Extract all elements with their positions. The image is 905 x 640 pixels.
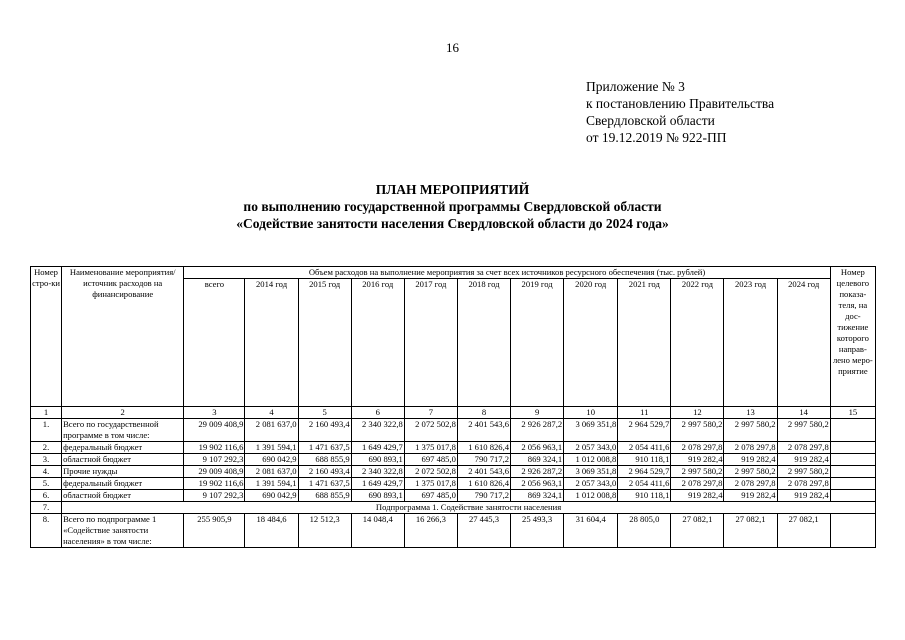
column-number: 12 [671, 407, 724, 419]
table-row [31, 466, 876, 478]
row-value: 18 484,6 [245, 514, 298, 548]
header-col-10: 2023 год [724, 279, 777, 407]
row-value: 28 805,0 [618, 514, 671, 548]
table-row [31, 478, 876, 490]
row-value: 1 375 017,8 [404, 442, 457, 454]
row-value: 2 926 287,2 [511, 466, 564, 478]
row-value: 9 107 292,3 [184, 454, 245, 466]
row-target [830, 419, 875, 442]
header-row-no: Номер стро-ки [31, 267, 62, 407]
row-value: 2 997 580,2 [777, 466, 830, 478]
row-value: 27 445,3 [457, 514, 510, 548]
row-value: 690 893,1 [351, 490, 404, 502]
row-number: 2. [31, 442, 62, 454]
row-value: 2 926 287,2 [511, 419, 564, 442]
appendix-line-2: к постановлению Правительства [586, 96, 775, 111]
row-value: 2 078 297,8 [671, 478, 724, 490]
row-value: 919 282,4 [777, 490, 830, 502]
row-value: 869 324,1 [511, 454, 564, 466]
header-expenses: Объем расходов на выполнение мероприятия за счет всех источников ресурсного обеспечения (тыс. рублей) [184, 267, 830, 279]
row-value: 2 078 297,8 [724, 442, 777, 454]
row-value: 688 855,9 [298, 454, 351, 466]
row-value: 1 610 826,4 [457, 478, 510, 490]
title-line-1: ПЛАН МЕРОПРИЯТИЙ [375, 182, 530, 197]
row-value: 869 324,1 [511, 490, 564, 502]
row-value: 27 082,1 [671, 514, 724, 548]
row-value: 1 012 008,8 [564, 454, 618, 466]
row-value: 2 054 411,6 [618, 478, 671, 490]
row-value: 910 118,1 [618, 490, 671, 502]
row-value: 2 078 297,8 [777, 478, 830, 490]
header-target: Номер целевого показа-теля, на дос-тижение которого направ-лено меро-приятие [830, 267, 875, 407]
row-value: 2 401 543,6 [457, 419, 510, 442]
appendix-line-4: от 19.12.2019 № 922-ПП [586, 130, 727, 145]
column-number: 14 [777, 407, 830, 419]
header-col-2: 2015 год [298, 279, 351, 407]
row-value: 2 997 580,2 [777, 419, 830, 442]
row-value: 697 485,0 [404, 490, 457, 502]
column-number: 1 [31, 407, 62, 419]
row-value: 790 717,2 [457, 454, 510, 466]
row-number: 6. [31, 490, 62, 502]
header-col-8: 2021 год [618, 279, 671, 407]
title-line-2: по выполнению государственной программы Свердловской области [243, 199, 662, 214]
row-value: 690 893,1 [351, 454, 404, 466]
row-target [830, 442, 875, 454]
row-value: 919 282,4 [724, 454, 777, 466]
row-name: федеральный бюджет [62, 478, 184, 490]
row-value: 690 042,9 [245, 490, 298, 502]
row-value: 2 081 637,0 [245, 466, 298, 478]
column-number: 10 [564, 407, 618, 419]
row-name: областной бюджет [62, 490, 184, 502]
row-value: 1 649 429,7 [351, 442, 404, 454]
row-value: 3 069 351,8 [564, 466, 618, 478]
row-value: 919 282,4 [671, 454, 724, 466]
row-number: 3. [31, 454, 62, 466]
header-col-6: 2019 год [511, 279, 564, 407]
row-value: 1 012 008,8 [564, 490, 618, 502]
row-value: 2 072 502,8 [404, 466, 457, 478]
row-value: 29 009 408,9 [184, 419, 245, 442]
row-value: 919 282,4 [671, 490, 724, 502]
table-row [31, 454, 876, 466]
column-number: 11 [618, 407, 671, 419]
row-target [830, 514, 875, 548]
row-value: 19 902 116,6 [184, 478, 245, 490]
row-value: 2 160 493,4 [298, 419, 351, 442]
row-target [830, 454, 875, 466]
row-value: 19 902 116,6 [184, 442, 245, 454]
row-value: 1 391 594,1 [245, 442, 298, 454]
row-value: 697 485,0 [404, 454, 457, 466]
row-value: 919 282,4 [777, 454, 830, 466]
row-value: 1 375 017,8 [404, 478, 457, 490]
row-name: Прочие нужды [62, 466, 184, 478]
row-number: 8. [31, 514, 62, 548]
row-value: 2 340 322,8 [351, 466, 404, 478]
row-value: 1 649 429,7 [351, 478, 404, 490]
row-value: 2 078 297,8 [724, 478, 777, 490]
row-value: 31 604,4 [564, 514, 618, 548]
row-value: 2 997 580,2 [671, 419, 724, 442]
document-title [0, 181, 905, 232]
column-number: 2 [62, 407, 184, 419]
row-value: 2 078 297,8 [777, 442, 830, 454]
table-row [31, 442, 876, 454]
column-number: 3 [184, 407, 245, 419]
row-value: 2 401 543,6 [457, 466, 510, 478]
column-number: 13 [724, 407, 777, 419]
table-row [31, 419, 876, 442]
header-col-1: 2014 год [245, 279, 298, 407]
row-value: 1 471 637,5 [298, 478, 351, 490]
header-col-7: 2020 год [564, 279, 618, 407]
row-value: 1 471 637,5 [298, 442, 351, 454]
row-value: 2 964 529,7 [618, 419, 671, 442]
row-target [830, 466, 875, 478]
plan-table [30, 266, 876, 548]
column-number: 9 [511, 407, 564, 419]
row-value: 2 964 529,7 [618, 466, 671, 478]
row-value: 29 009 408,9 [184, 466, 245, 478]
row-number: 7. [31, 502, 62, 514]
header-row-1 [31, 267, 876, 279]
appendix-block [586, 78, 774, 146]
row-value: 2 057 343,0 [564, 478, 618, 490]
title-line-3: «Содействие занятости населения Свердловской области до 2024 года» [236, 216, 669, 231]
header-col-9: 2022 год [671, 279, 724, 407]
row-name: Всего по подпрограмме 1 «Содействие занятости населения» в том числе: [62, 514, 184, 548]
row-number: 5. [31, 478, 62, 490]
row-value: 790 717,2 [457, 490, 510, 502]
row-value: 2 054 411,6 [618, 442, 671, 454]
row-value: 919 282,4 [724, 490, 777, 502]
row-number: 1. [31, 419, 62, 442]
row-value: 690 042,9 [245, 454, 298, 466]
header-col-4: 2017 год [404, 279, 457, 407]
header-col-0: всего [184, 279, 245, 407]
row-value: 9 107 292,3 [184, 490, 245, 502]
subprogram-title: Подпрограмма 1. Содействие занятости населения [62, 502, 876, 514]
row-value: 16 266,3 [404, 514, 457, 548]
row-value: 688 855,9 [298, 490, 351, 502]
row-value: 2 997 580,2 [724, 466, 777, 478]
row-target [830, 478, 875, 490]
row-value: 27 082,1 [777, 514, 830, 548]
row-value: 2 997 580,2 [671, 466, 724, 478]
row-value: 2 057 343,0 [564, 442, 618, 454]
row-value: 2 072 502,8 [404, 419, 457, 442]
row-name: Всего по государственной программе в том числе: [62, 419, 184, 442]
row-value: 1 391 594,1 [245, 478, 298, 490]
row-value: 2 078 297,8 [671, 442, 724, 454]
row-target [830, 490, 875, 502]
row-value: 27 082,1 [724, 514, 777, 548]
page-number: 16 [446, 40, 459, 55]
header-col-3: 2016 год [351, 279, 404, 407]
column-number: 4 [245, 407, 298, 419]
column-number: 7 [404, 407, 457, 419]
row-value: 2 340 322,8 [351, 419, 404, 442]
column-number-row [31, 407, 876, 419]
row-value: 14 048,4 [351, 514, 404, 548]
row-number: 4. [31, 466, 62, 478]
row-name: федеральный бюджет [62, 442, 184, 454]
column-number: 8 [457, 407, 510, 419]
header-col-11: 2024 год [777, 279, 830, 407]
row-value: 3 069 351,8 [564, 419, 618, 442]
row-value: 2 160 493,4 [298, 466, 351, 478]
table-row [31, 490, 876, 502]
table-row [31, 514, 876, 548]
header-name: Наименование мероприятия/ источник расходов на финансирование [62, 267, 184, 407]
row-name: областной бюджет [62, 454, 184, 466]
row-value: 25 493,3 [511, 514, 564, 548]
subprogram-row [31, 502, 876, 514]
row-value: 255 905,9 [184, 514, 245, 548]
appendix-line-3: Свердловской области [586, 113, 715, 128]
appendix-line-1: Приложение № 3 [586, 79, 685, 94]
column-number: 15 [830, 407, 875, 419]
row-value: 2 997 580,2 [724, 419, 777, 442]
header-col-5: 2018 год [457, 279, 510, 407]
row-value: 1 610 826,4 [457, 442, 510, 454]
row-value: 2 056 963,1 [511, 478, 564, 490]
row-value: 2 056 963,1 [511, 442, 564, 454]
column-number: 6 [351, 407, 404, 419]
row-value: 2 081 637,0 [245, 419, 298, 442]
row-value: 12 512,3 [298, 514, 351, 548]
column-number: 5 [298, 407, 351, 419]
row-value: 910 118,1 [618, 454, 671, 466]
